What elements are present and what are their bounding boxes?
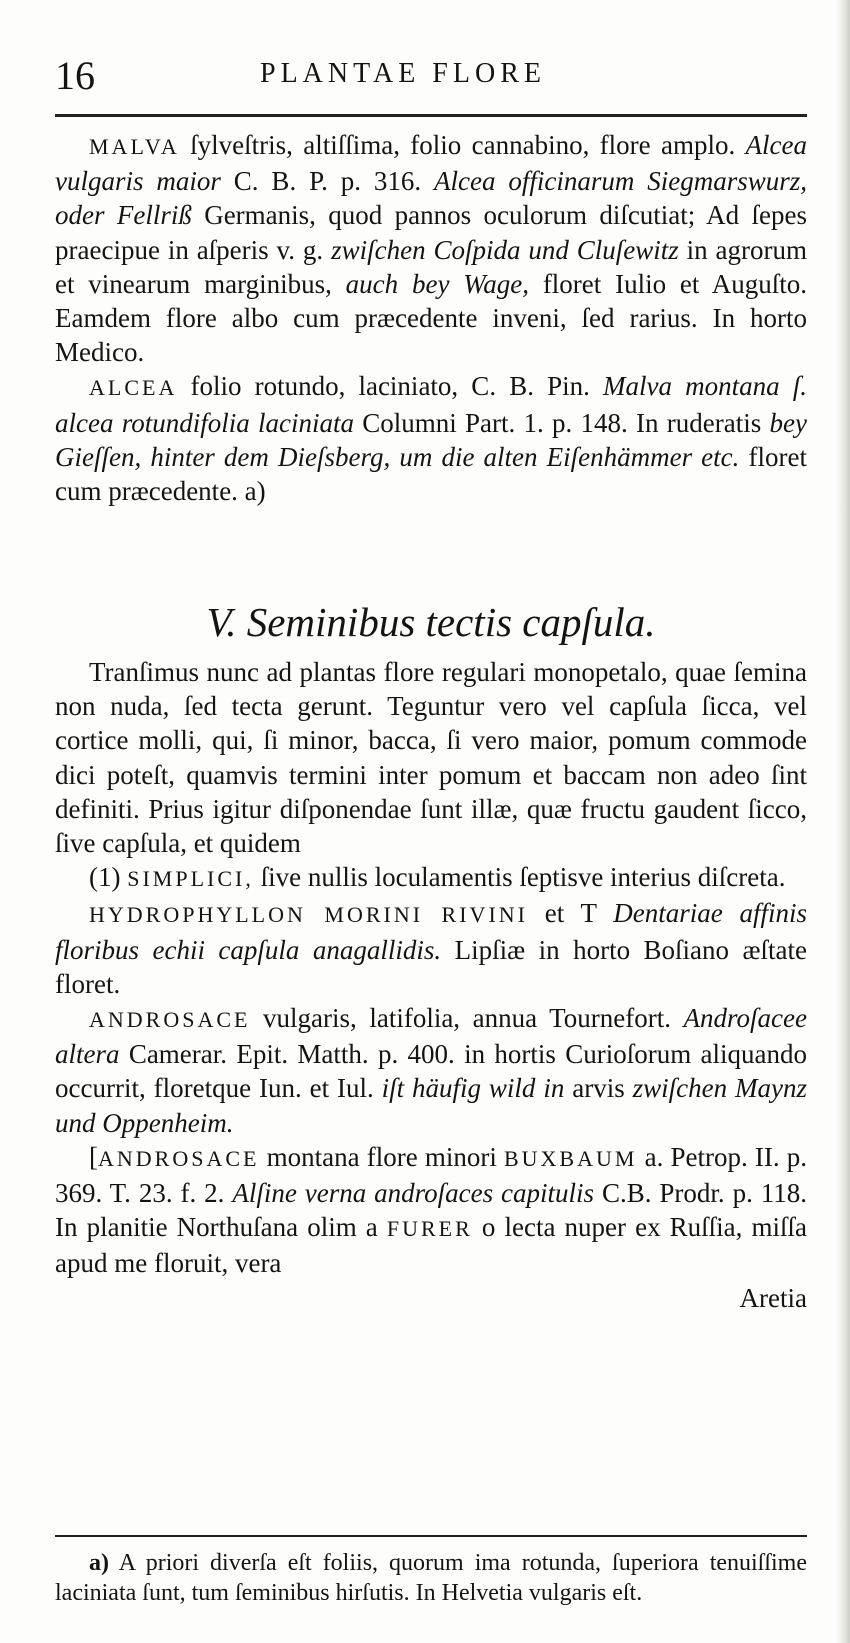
italic-run: Alcea officinarum Siegmarswurz, oder Fellriß	[55, 166, 807, 231]
subsection-label: SIMPLICI,	[127, 866, 254, 892]
catchword: Aretia	[739, 1282, 807, 1313]
text-run: vulgaris, latifolia, annua Tournefort.	[250, 1003, 684, 1034]
plant-name: HYDROPHYLLON MORINI RIVINI	[89, 902, 528, 928]
text-run: o lecta nuper ex Ruſſia, miſſa apud me floruit, vera	[55, 1212, 807, 1279]
footnote-a	[55, 1548, 807, 1608]
footnote-text: A priori diverſa eſt foliis, quorum ima rotunda, ſuperiora tenuiſſime laciniata ſunt, tum ſeminibus hirſutis. In Helvetia vulgaris eſt.	[55, 1550, 807, 1606]
text-run: montana flore minori	[259, 1141, 504, 1172]
main-text-upper	[55, 128, 807, 508]
text-run: (1)	[89, 862, 128, 893]
text-run: a. Petrop. II. p. 369. T. 23. f. 2.	[55, 1141, 807, 1209]
text-run: floret Iulio et Auguſto. Eamdem flore albo cum præcedente inveni, ſed rarius. In horto Medico.	[55, 268, 807, 368]
text-run: Germanis, quod pannos oculorum diſcutiat; Ad ſepes praecipue in aſperis v. g.	[55, 200, 807, 265]
footnote	[55, 1548, 807, 1608]
text-run: et T	[527, 898, 614, 929]
entry-hydrophyllon	[55, 896, 807, 1001]
italic-run: bey Gieſſen, hinter dem Dieſsberg, um die alten Eiſenhämmer etc.	[55, 407, 807, 472]
section-heading: V. Seminibus tectis capſula.	[206, 599, 656, 645]
plant-name: ANDROSACE	[89, 1007, 251, 1033]
author-name: FURER	[386, 1216, 473, 1242]
italic-run: zwiſchen Coſpida und Cluſewitz	[331, 234, 679, 265]
text-run: folio rotundo, laciniato, C. B. Pin.	[177, 371, 603, 402]
footnote-mark: a)	[89, 1550, 109, 1576]
italic-run: auch bey Wage,	[345, 268, 529, 299]
italic-run: Malva montana ſ. alcea rotundifolia laciniata	[55, 371, 807, 438]
italic-run: iſt häufig wild in	[381, 1073, 565, 1104]
running-title: PLANTAE FLORE	[260, 58, 546, 89]
text-run: arvis	[564, 1073, 633, 1104]
text-run: Lipſiæ in horto Boſiano æſtate floret.	[55, 934, 807, 999]
entry-androsace-vulgaris	[55, 1001, 807, 1140]
author-name: BUXBAUM	[503, 1145, 638, 1171]
header-rule	[55, 114, 807, 117]
subsection-simplici	[55, 860, 807, 896]
plant-name: ANDROSACE	[98, 1145, 260, 1171]
text-run: ſive nullis loculamentis ſeptisve interius diſcreta.	[253, 862, 786, 893]
page-header	[55, 52, 802, 102]
italic-run: zwiſchen Maynz und Oppenheim.	[55, 1073, 807, 1138]
entry-alcea	[55, 369, 807, 508]
text-run: in agrorum et vinearum marginibus,	[55, 234, 807, 299]
plant-name: ALCEA	[89, 375, 178, 401]
text-run: C. B. P. p. 316.	[220, 166, 434, 197]
italic-run: Androſacee altera	[55, 1003, 807, 1070]
text-run: Columni Part. 1. p. 148. In ruderatis	[354, 407, 770, 438]
footnote-rule	[55, 1535, 807, 1537]
italic-run: Dentariae affinis floribus echii capſula anagallidis.	[55, 898, 807, 965]
text-run: Camerar. Epit. Matth. p. 400. in hortis Curioſorum aliquando occurrit, floretque Iun. et Iul.	[55, 1039, 807, 1104]
intro-paragraph: Tranſimus nunc ad plantas flore regulari monopetalo, quae ſemina non nuda, ſed tecta gerunt. Teguntur vero vel capſula ſicca, vel cortice molli, qui, ſi minor, bacca, ſi vero maior, pomum commode dici poteſt, quamvis termini inter pomum et baccam non adeo ſint definiti. Prius igitur diſponendae ſunt illæ, quæ fructu gaudent ſicco, ſive capſula, et quidem	[55, 657, 807, 859]
plant-name: MALVA	[89, 134, 180, 159]
text-run: [	[89, 1141, 98, 1172]
entry-malva	[55, 128, 807, 369]
main-text-lower	[55, 655, 807, 1315]
page-number: 16	[55, 53, 95, 98]
text-run: floret cum præcedente. a)	[55, 441, 807, 507]
italic-run: Alcea vulgaris maior	[55, 130, 807, 197]
italic-run: Alſine verna androſaces capitulis	[232, 1178, 595, 1209]
page-edge-shadow	[836, 0, 850, 1643]
text-run: C.B. Prodr. p. 118. In planitie Northuſana olim a	[55, 1178, 807, 1243]
text-run: ſylveſtris, altiſſima, folio cannabino, flore amplo.	[179, 130, 746, 160]
entry-androsace-montana	[55, 1140, 807, 1281]
